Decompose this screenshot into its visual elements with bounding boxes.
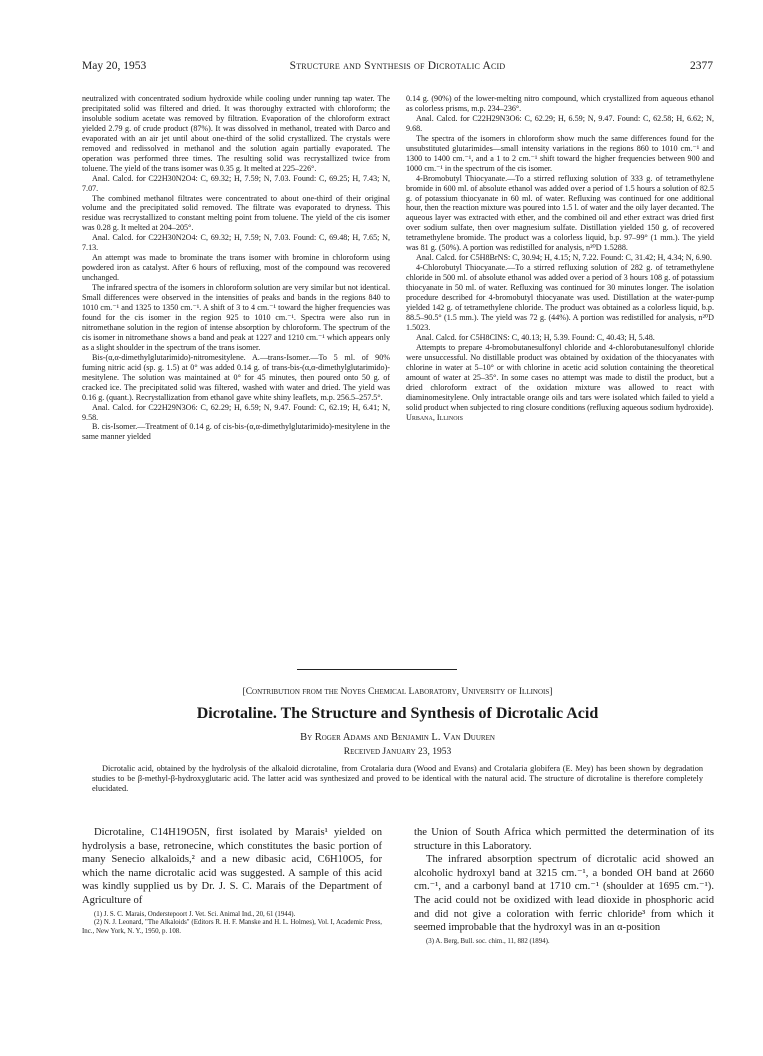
- received-date: Received January 23, 1953: [343, 747, 452, 757]
- paragraph: Anal. Calcd. for C5H8BrNS: C, 30.94; H, 4.15; N, 7.22. Found: C, 31.42; H, 4.34; N, 6.90.: [416, 253, 712, 263]
- paragraph: the Union of South Africa which permitted the determination of its structure in this Laboratory.: [414, 827, 714, 852]
- paragraph: Bis-(α,α-dimethylglutarimido)-nitromesitylene. A.—trans-Isomer.—To 5 ml. of 90% fuming nitric acid (sp. g. 1.5) at 0° was added 0.14 g. of trans-bis-(α,α-dimethylglutarimido)-mesitylene. The solution was maintained at 0° for 45 minutes, then poured onto 50 g. of cracked ice. The precipitated solid was filtered, washed with water and dried. The yield was 0.16 g. (quant.). Recrystallization from ethanol gave white shiny leaflets, m.p. 256.5–257.5°.: [82, 352, 390, 402]
- paragraph: Anal. Calcd. for C22H29N3O6: C, 62.29; H, 6.59; N, 9.47. Found: C, 62.19; H, 6.41; N, 9.58.: [82, 402, 390, 422]
- paragraph: 4-Bromobutyl Thiocyanate.—To a stirred refluxing solution of 333 g. of tetramethylene bromide in 600 ml. of absolute ethanol was added over a period of 1.5 hours a solution of 82.5 g. of potassium thiocyanate in 60 ml. of water. Refluxing was continued for one additional hour, then the reaction mixture was poured into 1.5 l. of water and the oily layer decanted. The aqueous layer was extracted with ether, and the combined oil and ether extract was dried first over sodium sulfate, then over magnesium sulfate. Distillation yielded 150 g. of recovered tetramethylene bromide. The product was a colorless liquid, b.p. 97–99° (1 mm.). The yield was 81 g. (50%). A portion was redistilled for analysis, n²⁰D 1.5288.: [406, 173, 714, 253]
- paragraph: The infrared absorption spectrum of dicrotalic acid showed an alcoholic hydroxyl band at 3215 cm.⁻¹, a bonded OH band at 2660 cm.⁻¹, and a carbonyl band at 1710 cm.⁻¹ (shoulder at 1695 cm.⁻¹). The acid could not be oxidized with lead dioxide in phosphoric acid and did not give a coloration with ferric chloride³ from which it seemed improbable that the hydroxyl was in an α-position: [414, 854, 714, 934]
- previous-article-continuation: [82, 94, 713, 654]
- location-line: Urbana, Illinois: [406, 412, 463, 422]
- article-title: Dicrotaline. The Structure and Synthesis of Dicrotalic Acid: [196, 705, 599, 722]
- paragraph: 0.14 g. (90%) of the lower-melting nitro compound, which crystallized from aqueous ethanol as colorless prisms, m.p. 234–236°.: [406, 94, 714, 113]
- paragraph: Anal. Calcd. for C22H29N3O6: C, 62.29; H, 6.59; N, 9.47. Found: C, 62.58; H, 6.62; N, 9.68.: [406, 113, 714, 133]
- paragraph: Attempts to prepare 4-bromobutanesulfonyl chloride and 4-chlorobutanesulfonyl chloride were unsuccessful. No distillable product was obtained by oxidation of the thiocyanates with chlorine in water at 5–10° or with chlorine in acetic acid solution containing the theoretical amount of water at 25–35°. In some cases no attempt was made to distil the product, but a dried chloroform extract of the oxidation mixture was allowed to react with diaminomesitylene. Only intractable orange oils and tars were isolated which failed to yield a solid product when subjected to ring closure conditions (refluxing aqueous sodium hydroxide).: [406, 342, 714, 412]
- paragraph: An attempt was made to brominate the trans isomer with bromine in chloroform using powdered iron as catalyst. After 6 hours of refluxing, most of the compound was recovered unchanged.: [82, 253, 390, 283]
- bottom-left-column: [82, 826, 382, 936]
- paragraph: Anal. Calcd. for C22H30N2O4: C, 69.32; H, 7.59; N, 7.03. Found: C, 69.25; H, 7.43; N, 7.07.: [82, 173, 390, 193]
- footnotes: [82, 911, 382, 937]
- paragraph: 4-Chlorobutyl Thiocyanate.—To a stirred refluxing solution of 282 g. of tetramethylene chloride in 500 ml. of absolute ethanol was added over a period of 3 hours 108 g. of potassium thiocyanate in 50 ml. of water. Refluxing was continued for 30 minutes longer. The isolation procedure described for 4-bromobutyl thiocyanate was used. Distillation at the water-pump yielded 142 g. of tetramethylene chloride. The product was obtained as a colorless liquid, b.p. 88.5–90.5° (1.5 mm.). The yield was 72 g. (44%). A portion was redistilled for analysis, n²⁰D 1.5023.: [406, 263, 714, 332]
- running-header: [82, 60, 713, 76]
- paragraph: neutralized with concentrated sodium hydroxide while cooling under running tap water. The precipitated solid was filtered and dried. It was thoroughy extracted with chloroform; the insoluble sodium acetate was removed by filtration. Evaporation of the chloroform extract yielded 2.79 g. of crude product (87%). It was dissolved in methanol, treated with Darco and evaporated with an air jet until about one-third of the solid crystallized. The crystals were removed and redissolved in methanol and the solution again partially evaporated. The operation was performed three times. The resulting solid was recrystallized twice from toluene. The yield of the trans isomer was 0.35 g. It melted at 225–226°.: [82, 94, 390, 173]
- paragraph: Anal. Calcd. for C22H30N2O4: C, 69.32; H, 7.59; N, 7.03. Found: C, 69.48; H, 7.65; N, 7.13.: [82, 233, 390, 253]
- article-authors: By Roger Adams and Benjamin L. Van Duuren: [300, 732, 495, 743]
- contribution-line: [Contribution from the Noyes Chemical Laboratory, University of Illinois]: [242, 687, 553, 697]
- header-date: May 20, 1953: [82, 60, 147, 72]
- footnote: (2) N. J. Leonard, "The Alkaloids" (Editors R. H. F. Manske and H. L. Holmes), Vol. I, Academic Press, Inc., New York, N. Y., 1950, p. 108.: [82, 919, 382, 935]
- paragraph: Dicrotaline, C14H19O5N, first isolated by Marais¹ yielded on hydrolysis a base, retronecine, which constitutes the basic portion of many Senecio alkaloids,² and a new dibasic acid, C6H10O5, for which the name dicrotalic acid was suggested. A sample of this acid was kindly supplied us by Dr. J. S. C. Marais of the Department of Agriculture of: [82, 827, 382, 906]
- bottom-right-column: [414, 826, 714, 946]
- section-divider: [297, 669, 457, 670]
- paragraph: The infrared spectra of the isomers in chloroform solution are very similar but not identical. Small differences were observed in the intensities of peaks and bands in the regions 840 to 1010 cm.⁻¹ and 1325 to 1350 cm.⁻¹. A shift of 3 to 4 cm.⁻¹ toward the higher frequencies was found for the cis isomer in the region 925 to 1010 cm.⁻¹. Spectra were also run in nitromethane solution in the region of intense absorption by chloroform. The spectrum of the cis isomer in nitromethane shows a band and peak at 1227 and 1210 cm.⁻¹ which appears only as a slight shoulder in the spectrum of the trans isomer.: [82, 283, 390, 352]
- footnotes: [414, 938, 714, 947]
- paragraph: The combined methanol filtrates were concentrated to about one-third of their original volume and the precipitated solid removed. The filtrate was evaporated to dryness. This residue was recrystallized to constant melting point from toluene. The yield of the cis isomer was 0.28 g. It melted at 204–205°.: [82, 193, 390, 233]
- footnote: (3) A. Berg, Bull. soc. chim., 11, 882 (1894).: [426, 937, 550, 945]
- page-number: 2377: [690, 60, 713, 72]
- footnote: (1) J. S. C. Marais, Onderstepoort J. Vet. Sci. Animal Ind., 20, 61 (1944).: [94, 910, 296, 918]
- top-left-column: [82, 94, 390, 442]
- header-running-title: Structure and Synthesis of Dicrotalic Acid: [289, 60, 506, 72]
- abstract: Dicrotalic acid, obtained by the hydrolysis of the alkaloid dicrotaline, from Crotalaria dura (Wood and Evans) and Crotalaria globifera (E. Mey) has been shown by degradation studies to be β-methyl-β-hydroxyglutaric acid. The latter acid was synthesized and proved to be identical with the natural acid. The structure of dicrotaline is therefore completely elucidated.: [92, 764, 703, 794]
- article-body: [82, 826, 713, 1026]
- paragraph: B. cis-Isomer.—Treatment of 0.14 g. of cis-bis-(α,α-dimethylglutarimido)-mesitylene in the same manner yielded: [82, 422, 390, 442]
- paragraph: The spectra of the isomers in chloroform show much the same differences found for the unsubstituted glutarimides—small intensity variations in the regions 860 to 1010 cm.⁻¹ and 1300 to 1400 cm.⁻¹, and a 1 to 2 cm.⁻¹ shift toward the higher frequencies between 900 and 1000 cm.⁻¹ in the spectrum of the cis isomer.: [406, 133, 714, 173]
- top-right-column: [406, 94, 714, 422]
- paragraph: Anal. Calcd. for C5H8ClNS: C, 40.13; H, 5.39. Found: C, 40.43; H, 5.48.: [416, 332, 655, 342]
